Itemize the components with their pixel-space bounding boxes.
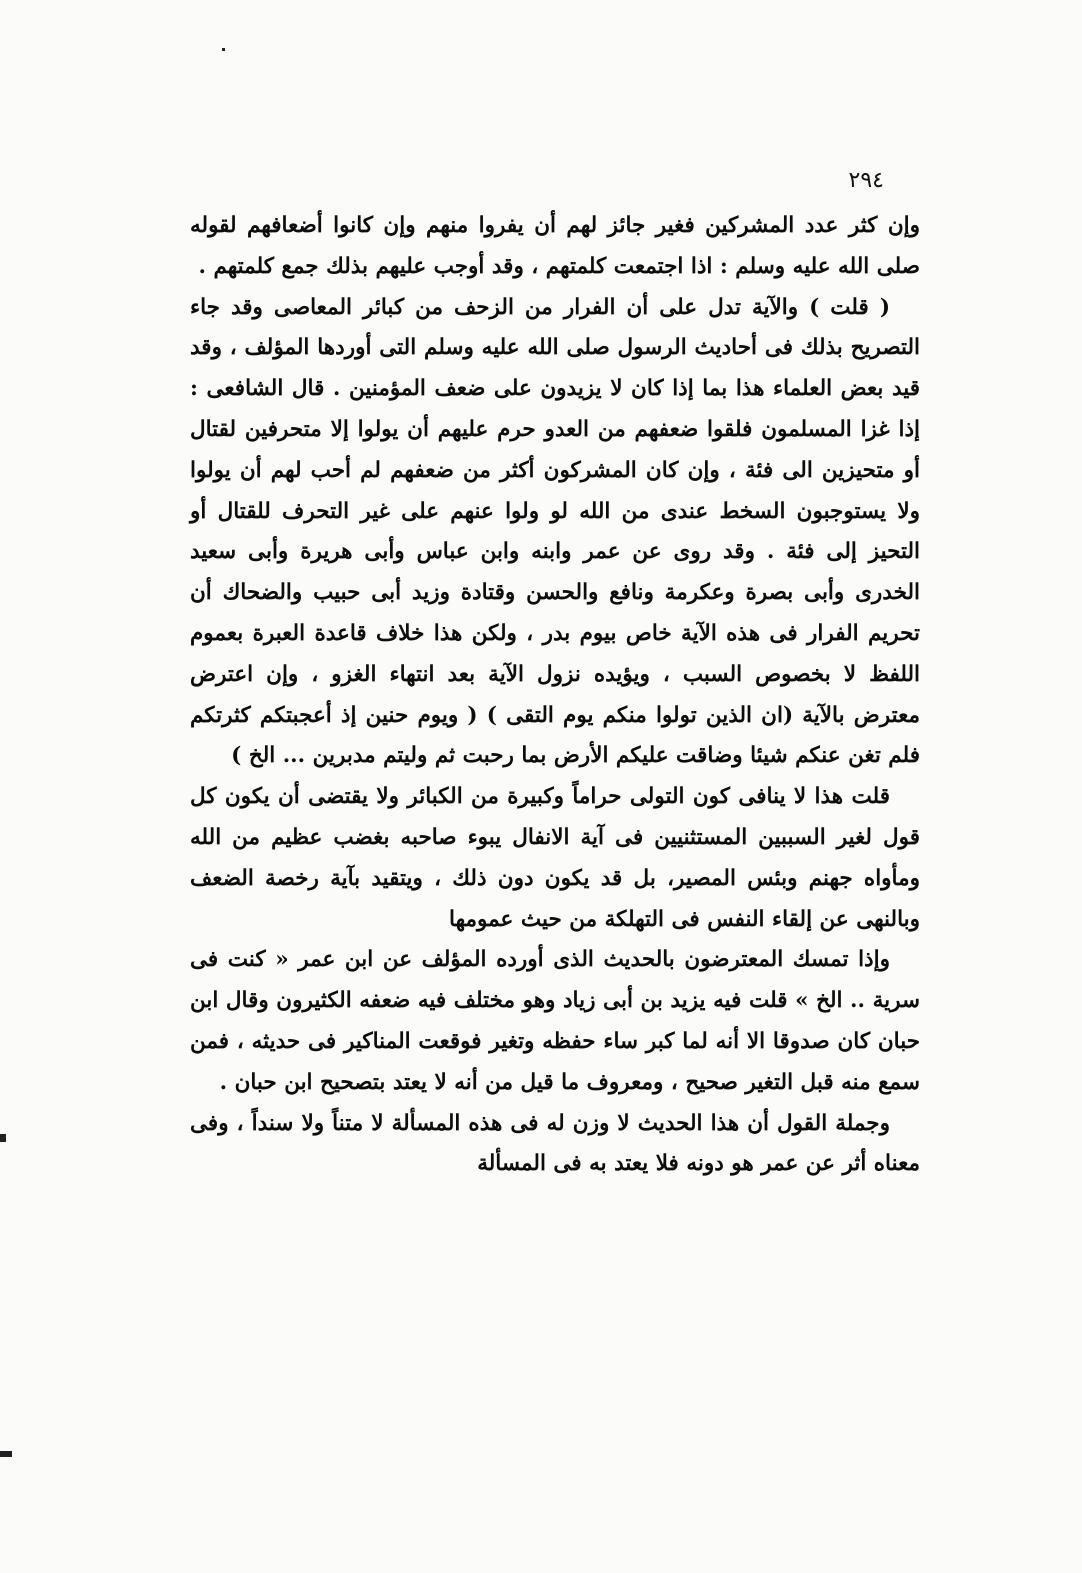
paragraph-1: وإن كثر عدد المشركين فغير جائز لهم أن يفروا منهم وإن كانوا أضعافهم لقوله صلى الله عليه وسلم : اذا اجتمعت كلمتهم ، وقد أوجب عليهم بذلك جمع كلمتهم . [190,213,920,279]
scan-speck [0,1134,6,1142]
paragraph-2: ( قلت ) والآية تدل على أن الفرار من الزحف من كبائر المعاصى وقد جاء التصريح بذلك فى أحاديث الرسول صلى الله عليه وسلم التى أوردها المؤلف ، وقد قيد بعض العلماء هذا بما إذا كان لا يزيدون على ضعف المؤمنين . قال الشافعى : إذا غزا المسلمون فلقوا ضعفهم من العدو حرم عليهم أن يولوا إلا متحرفين لقتال أو متحيزين الى فئة ، وإن كان المشركون أكثر من ضعفهم لم أحب لهم أن يولوا ولا يستوجبون السخط عندى من الله لو ولوا عنهم على غير التحرف للقتال أو التحيز إلى فئة . وقد روى عن عمر وابنه وابن عباس وأبى هريرة وأبى سعيد الخدرى وأبى بصرة وعكرمة ونافع والحسن وقتادة وزيد أبى حبيب والضحاك أن تحريم الفرار فى هذه الآية خاص بيوم بدر ، ولكن هذا خلاف قاعدة العبرة بعموم اللفظ لا بخصوص السبب ، ويؤيده نزول الآية بعد انتهاء الغزو ، وإن اعترض معترض بالآية (ان الذين تولوا منكم يوم التقى ) ( ويوم حنين إذ أعجبتكم كثرتكم فلم تغن عنكم شيئا وضاقت عليكم الأرض بما رحبت ثم وليتم مدبرين ... الخ ) [190,294,920,769]
scan-speck [222,48,225,51]
page-number: ٢٩٤ [848,168,884,193]
body-text [190,206,920,1185]
scan-speck [0,1451,12,1457]
paragraph-5: وجملة القول أن هذا الحديث لا وزن له فى هذه المسألة لا متناً ولا سنداً ، وفى معناه أثر عن عمر هو دونه فلا يعتد به فى المسألة [190,1110,920,1177]
paragraph-4: وإذا تمسك المعترضون بالحديث الذى أورده المؤلف عن ابن عمر « كنت فى سرية .. الخ » قلت فيه يزيد بن أبى زياد وهو مختلف فيه ضعفه الكثيرون وقال ابن حبان كان صدوقا الا أنه لما كبر ساء حفظه وتغير فوقعت المناكير فى حديثه ، فمن سمع منه قبل التغير صحيح ، ومعروف ما قيل من أنه لا يعتد بتصحيح ابن حبان . [190,947,920,1095]
paragraph-3: قلت هذا لا ينافى كون التولى حراماً وكبيرة من الكبائر ولا يقتضى أن يكون كل قول لغير السببين المستثنيين فى آية الانفال يبوء صاحبه بغضب عظيم من الله ومأواه جهنم وبئس المصير، بل قد يكون دون ذلك ، ويتقيد بآية رخصة الضعف وبالنهى عن إلقاء النفس فى التهلكة من حيث عمومها [190,784,920,932]
